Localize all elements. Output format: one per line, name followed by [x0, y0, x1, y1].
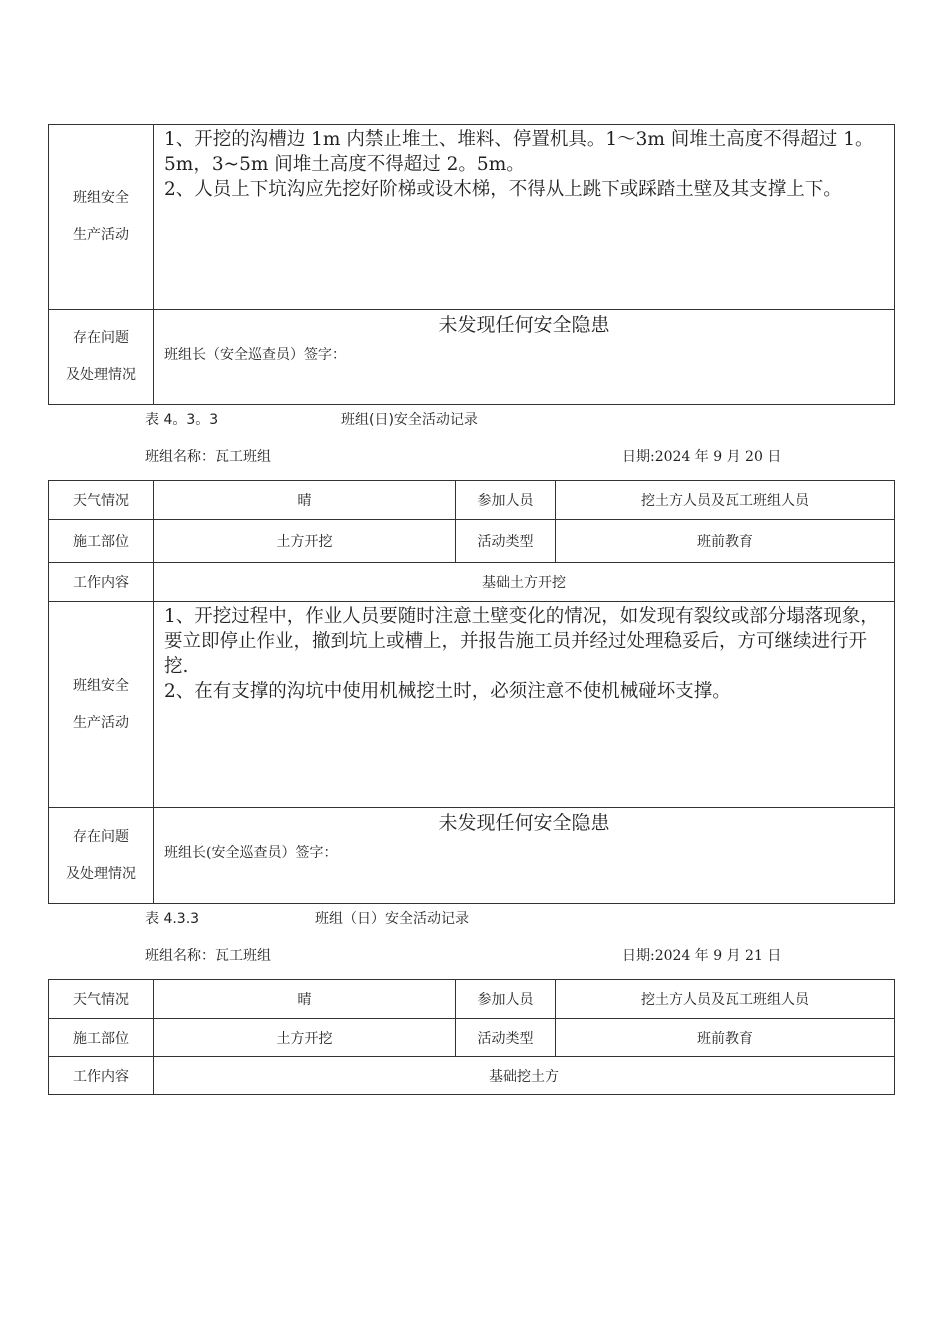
team-name: 班组名称：瓦工班组: [145, 948, 271, 964]
participants-label: 参加人员: [456, 980, 556, 1019]
issue-label-line1: 存在问题: [73, 330, 129, 346]
activity-type-value: 班前教育: [556, 520, 895, 563]
activity-item-1: 1、开挖的沟槽边 1m 内禁止堆土、堆料、停置机具。1～3m 间堆土高度不得超过 1。5m，3~5m 间堆土高度不得超过 2。5m。: [164, 129, 874, 175]
activity-label: [49, 125, 154, 310]
issue-label: [49, 310, 154, 405]
activity-item-2: 2、在有支撑的沟坑中使用机械挖土时，必须注意不使机械碰坏支撑。: [164, 681, 731, 702]
participants-value: 挖土方人员及瓦工班组人员: [556, 481, 895, 520]
location-value: 土方开挖: [154, 1019, 456, 1057]
activity-label: [49, 602, 154, 808]
record-title: 班组(日)安全活动记录: [341, 412, 478, 428]
issue-text: 未发现任何安全隐患: [438, 812, 610, 834]
record2-table: [48, 480, 895, 904]
activity-type-label: 活动类型: [456, 1019, 556, 1057]
participants-label: 参加人员: [456, 481, 556, 520]
weather-value: 晴: [154, 980, 456, 1019]
issue-label: [49, 808, 154, 904]
record-date: 日期:2024 年 9 月 21 日: [622, 948, 782, 964]
activity-type-value: 班前教育: [556, 1019, 895, 1057]
activity-item-1: 1、开挖过程中，作业人员要随时注意土壁变化的情况，如发现有裂纹或部分塌落现象，要立即停止作业，撤到坑上或槽上，并报告施工员并经过处理稳妥后，方可继续进行开挖.: [164, 606, 879, 677]
issue-label-line2: 及处理情况: [66, 865, 136, 882]
work-value: 基础挖土方: [154, 1057, 895, 1095]
team-name: 班组名称：瓦工班组: [145, 449, 271, 465]
table-number: 表 4。3。3: [145, 412, 219, 428]
signature-label: 班组长（安全巡查员）签字：: [164, 347, 346, 363]
record-title: 班组（日）安全活动记录: [315, 911, 469, 927]
activity-content: [154, 125, 895, 310]
issue-content: [154, 808, 895, 904]
table-number: 表 4.3.3: [145, 911, 200, 927]
record3-table: [48, 979, 895, 1095]
activity-item-2: 2、人员上下坑沟应先挖好阶梯或设木梯，不得从上跳下或踩踏土壁及其支撑上下。: [164, 179, 842, 200]
record1-table: [48, 124, 895, 405]
location-label: 施工部位: [49, 520, 154, 563]
work-value: 基础土方开挖: [154, 563, 895, 602]
activity-label-line2: 生产活动: [73, 227, 129, 243]
work-label: 工作内容: [49, 563, 154, 602]
participants-value: 挖土方人员及瓦工班组人员: [556, 980, 895, 1019]
record-date: 日期:2024 年 9 月 20 日: [622, 449, 782, 465]
activity-label-line1: 班组安全: [73, 190, 129, 206]
issue-label-line1: 存在问题: [73, 828, 129, 845]
activity-content: [154, 602, 895, 808]
issue-text: 未发现任何安全隐患: [438, 314, 610, 336]
issue-content: [154, 310, 895, 405]
weather-label: 天气情况: [49, 481, 154, 520]
issue-label-line2: 及处理情况: [66, 367, 136, 383]
weather-label: 天气情况: [49, 980, 154, 1019]
weather-value: 晴: [154, 481, 456, 520]
activity-type-label: 活动类型: [456, 520, 556, 563]
activity-label-line1: 班组安全: [73, 677, 129, 694]
signature-label: 班组长(安全巡查员）签字：: [164, 845, 338, 861]
activity-label-line2: 生产活动: [73, 714, 129, 731]
work-label: 工作内容: [49, 1057, 154, 1095]
location-value: 土方开挖: [154, 520, 456, 563]
location-label: 施工部位: [49, 1019, 154, 1057]
